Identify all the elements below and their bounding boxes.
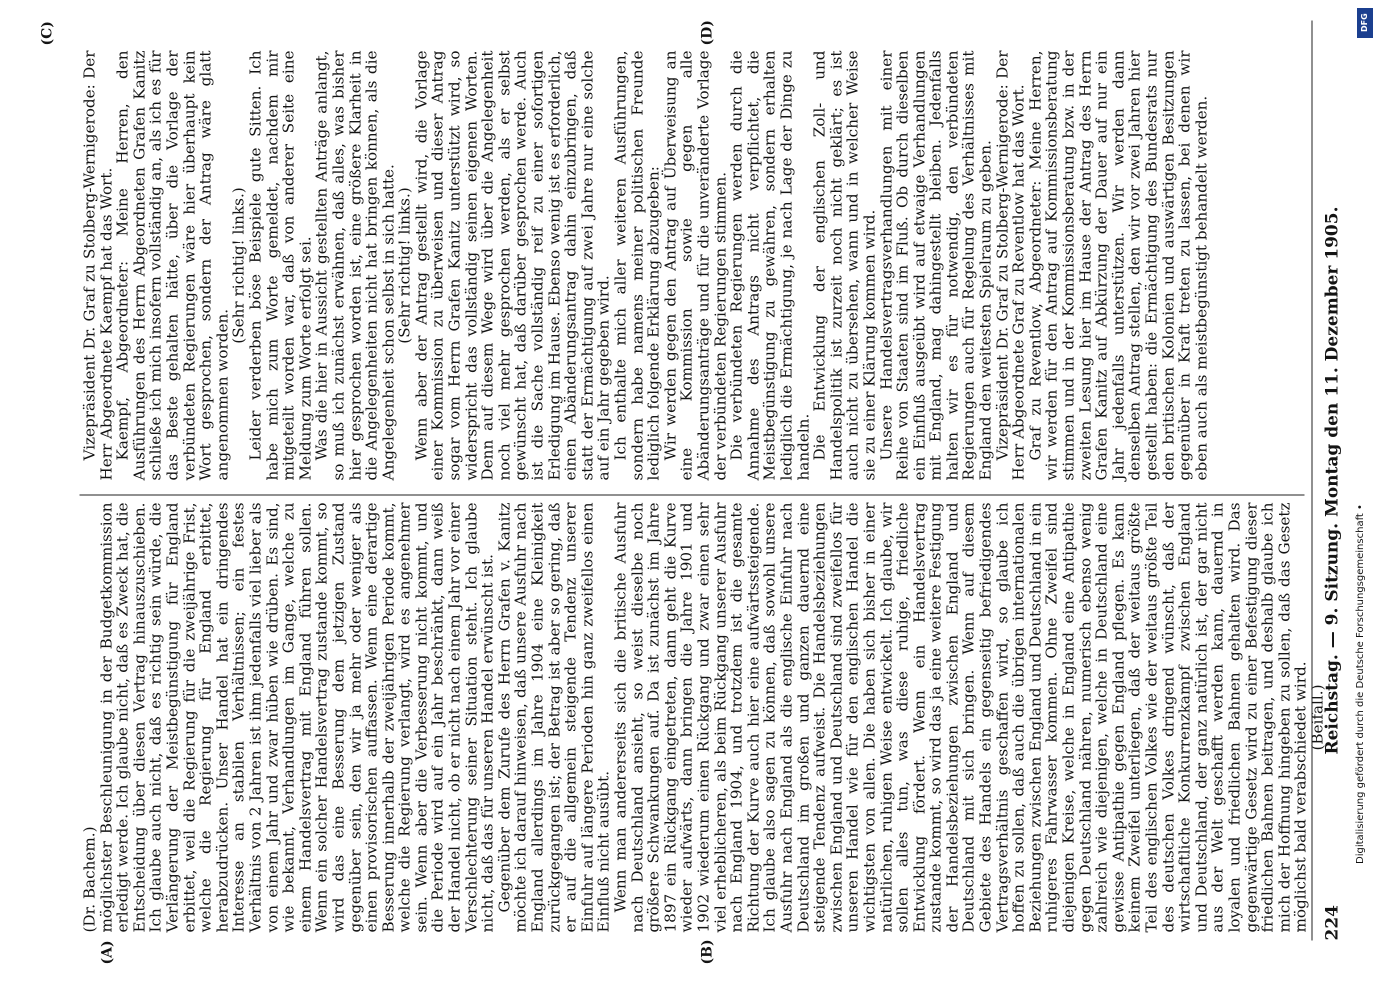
right-paragraph-3: Leider verderben böse Beispiele gute Sitten. Ich habe mich zum Worte gemeldet, nachdem mir mitgeteilt worden war, daß von anderer Seite eine Meldung zum Worte erfolgt sei. <box>246 50 315 481</box>
left-column <box>80 502 1327 933</box>
dfg-logo: DFG <box>1357 8 1373 38</box>
right-paragraph-7: Wir werden gegen den Antrag auf Überweisung an eine Kommission sowie gegen alle Abänderungsanträge und für die unveränderte Vorlage der verbündeten Regierungen stimmen. <box>661 50 730 481</box>
right-paragraph-8: Die verbündeten Regierungen werden durch die Annahme des Antrags nicht verpflichtet, die Meistbegünstigung zu gewähren, sondern erhalten lediglich die Ermächtigung, je nach Lage der Dinge zu handeln. <box>727 50 813 481</box>
margin-marker-d: (D) <box>699 20 716 46</box>
margin-marker-b: (B) <box>699 939 716 965</box>
speaker-tag: (Dr. Bachem.) <box>80 826 99 933</box>
right-paragraph-9: Die Entwicklung der englischen Zoll- und Handelspolitik ist zurzeit noch nicht geklärt; es ist auch nicht zu übersehen, wann und in welcher Weise sie zu einer Klärung kommen wird. <box>810 50 879 481</box>
margin-marker-c: (C) <box>39 21 56 46</box>
interjection-2: (Sehr richtig! links.) <box>395 187 414 344</box>
right-paragraph-4: Was die hier in Aussicht gestellten Anträge anlangt, so muß ich zunächst erwähnen, daß alles, was bisher hier gesprochen worden ist, eine größere Klarheit in die Angelegenheiten nicht hat bringen können, als die Angelegenheit schon selbst in sich hatte. <box>312 50 398 481</box>
header-left-title: Reichstag. <box>1322 654 1343 755</box>
interjection-1: (Sehr richtig! links.) <box>229 187 248 344</box>
right-paragraph-2: Kaempf, Abgeordneter: Meine Herren, den Ausführungen des Herrn Abgeordneten Grafen Kanitz schließe ich mich insofern vollständig an, als ich es für das Beste gehalten hätte, über die Vorlage der verbündeten Regierungen wäre hier überhaupt kein Wort gesprochen, sondern der Antrag wäre glatt angenommen worden. <box>113 50 232 481</box>
left-paragraph-3: Wenn man andererseits sich die britische Ausfuhr nach Deutschland ansieht, so weist dieselbe noch größere Schwankungen auf. Da ist zunächst im Jahre 1897 ein Rückgang eingetreten, dann geht die Kurve wieder aufwärts, dann bringen die Jahre 1901 und 1902 wiederum einen Rückgang und zwar einen sehr viel erheblicheren, als beim Rückgang unserer Ausfuhr nach England 1904, und trotzdem ist die gesamte Richtung der Kurve auch hier eine aufwärtssteigende. Ich glaube also sagen zu können, daß sowohl unsere Ausfuhr nach England als die englische Einfuhr nach Deutschland im großen und ganzen dauernd eine steigende Tendenz aufweist. Die Handelsbeziehungen zwischen England und Deutschland sind zweifellos für unseren Handel wie für den englischen Handel die wichtigsten von allen. Die haben sich bisher in einer natürlichen, ruhigen Weise entwickelt. Ich glaube, wir sollen alles tun, was diese ruhige, friedliche Entwicklung fördert. Wenn ein Handelsvertrag zustande kommt, so wird das ja eine weitere Festigung der Handelsbeziehungen zwischen England und Deutschland mit sich bringen. Wenn auf diesem Gebiete des Handels ein gegenseitig befriedigendes Vertragsverhältnis geschaffen wird, so glaube ich hoffen zu sollen, daß auch die übrigen internationalen Beziehungen zwischen England und Deutschland in ein ruhigeres Fahrwasser kommen. Ohne Zweifel sind diejenigen Kreise, welche in England eine Antipathie gegen Deutschland nähren, numerisch ebenso wenig zahlreich wie diejenigen, welche in Deutschland eine gewisse Antipathie gegen England pflegen. Es kann keinem Zweifel unterliegen, daß der weitaus größte Teil des englischen Volkes wie der weitaus größte Teil des deutschen Volkes dringend wünscht, daß der wirtschaftliche Konkurrenzkampf zwischen England und Deutschland, der ganz natürlich ist, der gar nicht aus der Welt geschafft werden kann, dauernd in loyalen und friedlichen Bahnen gehalten wird. Das gegenwärtige Gesetz wird zu einer Befestigung dieser friedlichen Bahnen beitragen, und deshalb glaube ich mich der Hoffnung hingeben zu sollen, daß das Gesetz möglichst bald verabschiedet wird. <box>611 502 1310 933</box>
left-paragraph-1: möglichster Beschleunigung in der Budgetkommission erledigt werde. Ich glaube nicht, daß es Zweck hat, die Entscheidung über diesen Vertrag hinauszuschieben. Ich glaube auch nicht, daß es richtig sein würde, die Verlängerung der Meistbegünstigung für England erbittet, weil die Regierung für die zweijährige Frist, welche die Regierung für England erbittet, herabzudrücken. Unser Handel hat ein dringendes Interesse an stabilen Verhältnissen; ein festes Verhältnis von 2 Jahren ist ihm jedenfalls viel lieber als von einem Jahr und zwar hüben wie drüben. Es sind, wie bekannt, Verhandlungen im Gange, welche zu einem Handelsvertrag mit England führen sollen. Wenn ein solcher Handelsvertrag zustande kommt, so wird das eine Besserung dem jetzigen Zustand gegenüber sein, den wir ja mehr oder weniger als einen provisorischen auffassen. Wenn eine derartige Besserung innerhalb der zweijährigen Periode kommt, welche die Regierung verlangt, wird es angenehmer sein. Wenn aber die Verbesserung nicht kommt, und die Periode wird auf ein Jahr beschränkt, dann weiß der Handel nicht, ob er nicht nach einem Jahr vor einer Verschlechterung seiner Situation steht. Ich glaube nicht, daß das für unseren Handel erwünscht ist. <box>97 502 497 933</box>
right-paragraph-5: Wenn aber der Antrag gestellt wird, die Vorlage einer Kommission zu überweisen und dieser Antrag sogar vom Herrn Grafen Kanitz unterstützt wird, so widerspricht das vollständig seinen eigenen Worten. Denn auf diesem Wege wird über die Angelegenheit noch viel mehr gesprochen werden, als er selbst gewünscht hat, daß darüber gesprochen werde. Auch ist die Sache vollständig reif zu einer sofortigen Erledigung im Hause. Ebenso wenig ist es erforderlich, einen Abänderungsantrag dahin einzubringen, daß statt der Ermächtigung auf zwei Jahre nur eine solche auf ein Jahr gegeben wird. <box>412 50 613 481</box>
applause-note: (Beifall.) <box>1308 684 1327 751</box>
right-paragraph-12: Graf zu Reventlow, Abgeordneter: Meine Herren, wir werden für den Antrag auf Kommissionsberatung stimmen und in der Kommissionsberatung bzw. in der zweiten Lesung hier im Hause der Antrag des Herrn Grafen Kanitz auf Abkürzung der Dauer auf nur ein Jahr jedenfalls unterstützen. Wir werden dann denselben Antrag stellen, den wir vor zwei Jahren hier gestellt haben: die Ermächtigung des Bundesrats nur den britischen Kolonien und auswärtigen Besitzungen gegenüber in Kraft treten zu lassen, bei denen wir eben auch als meistbegünstigt behandelt werden. <box>1026 50 1211 481</box>
header-center-title: — 9. Sitzung. Montag den 11. Dezember 1905. <box>1322 206 1343 649</box>
right-paragraph-1: Vizepräsident Dr. Graf zu Stolberg-Wernigerode: Der Herr Abgeordnete Kaempf hat das Wort. <box>80 50 116 481</box>
column-divider <box>80 495 1305 496</box>
right-paragraph-11: Vizepräsident Dr. Graf zu Stolberg-Wernigerode: Der Herr Abgeordnete Graf zu Reventlow hat das Wort. <box>993 50 1028 481</box>
page-number: 224 <box>1322 905 1343 941</box>
right-paragraph-6: Ich enthalte mich aller weiteren Ausführungen, sondern habe namens meiner politischen Freunde lediglich folgende Erklärung abzugeben: <box>611 50 663 481</box>
right-column <box>82 51 1297 481</box>
rotated-newspaper-page <box>0 1 1383 1001</box>
right-paragraph-10: Unsere Handelsvertragsverhandlungen mit einer Reihe von Staaten sind im Fluß. Ob durch dieselben ein Einfluß ausgeübt wird auf etwaige Verhandlungen mit England, mag dahingestellt bleiben. Jedenfalls halten wir es für notwendig, den verbündeten Regierungen auch für Regelung des Verhältnisses mit England den weitesten Spielraum zu geben. <box>877 50 995 481</box>
margin-marker-a: (A) <box>99 940 116 965</box>
left-paragraph-2: Gegenüber dem Zurufe des Herrn Grafen v. Kanitz möchte ich darauf hinweisen, daß unsere Ausfuhr nach England allerdings im Jahre 1904 eine Kleinigkeit zurückgegangen ist; der Betrag ist aber so gering, daß er auf die allgemein steigende Tendenz unserer Einfuhr auf längere Perioden hin ganz zweifellos einen Einfluß nicht ausübt. <box>495 502 613 933</box>
digitization-credit: Digitalisierung gefördert durch die Deutsche Forschungsgemeinschaft • <box>1355 504 1366 864</box>
